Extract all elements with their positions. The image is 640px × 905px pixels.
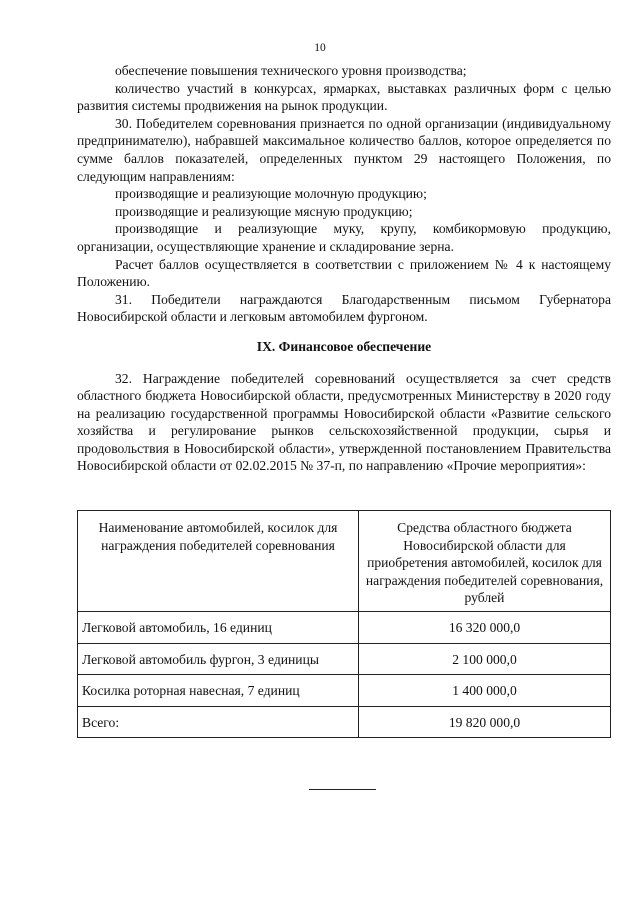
table-cell-name: Легковой автомобиль фургон, 3 единицы — [78, 643, 359, 675]
table-cell-amount: 2 100 000,0 — [359, 643, 611, 675]
paragraph-item-32: 32. Награждение победителей соревнований осуществляется за счет средств областного бюджета Новосибирской области, предусмотренных Министерству в 2020 году на реализацию государственной программы Новосибирской области «Развитие сельского хозяйства и регулирование рынков сельскохозяйственной продукции, сырья и продовольствия в Новосибирской области», утвержденной постановлением Правительства Новосибирской области от 02.02.2015 № 37-п, по направлению «Прочие мероприятия»: — [77, 370, 611, 474]
section-heading: IX. Финансовое обеспечение — [256, 338, 432, 354]
paragraph-item-30: 30. Победителем соревнования признается по одной организации (индивидуальному предпринимателю), набравшей максимальное количество баллов, которое определяется по сумме баллов показателей, определенных пунктом 29 настоящего Положения, по следующим направлениям: — [77, 115, 611, 184]
table-header-name: Наименование автомобилей, косилок для награждения победителей соревнования — [78, 511, 359, 612]
table-cell-name: Косилка роторная навесная, 7 единиц — [78, 675, 359, 707]
table-row — [78, 611, 611, 643]
paragraph: Расчет баллов осуществляется в соответствии с приложением № 4 к настоящему Положению. — [77, 256, 611, 290]
paragraph-item-31: 31. Победители награждаются Благодарственным письмом Губернатора Новосибирской области и легковым автомобилем фургоном. — [77, 291, 611, 325]
document-body — [77, 62, 611, 475]
end-of-document-line — [309, 789, 376, 790]
table-cell-amount: 1 400 000,0 — [359, 675, 611, 707]
page-number: 10 — [314, 42, 326, 54]
table-cell-amount: 16 320 000,0 — [359, 611, 611, 643]
table-total-row — [78, 706, 611, 738]
paragraph: производящие и реализующие мясную продукцию; — [115, 203, 413, 219]
table-row — [78, 675, 611, 707]
table-cell-name: Легковой автомобиль, 16 единиц — [78, 611, 359, 643]
paragraph: производящие и реализующие муку, крупу, комбикормовую продукцию, организации, осуществляющие хранение и складирование зерна. — [77, 221, 611, 254]
paragraph: обеспечение повышения технического уровня производства; — [115, 63, 467, 78]
paragraph: производящие и реализующие молочную продукцию; — [115, 186, 427, 202]
financing-table — [77, 510, 611, 738]
paragraph: количество участий в конкурсах, ярмарках, выставках различных форм с целью развития системы продвижения на рынок продукции. — [77, 80, 611, 114]
table-row — [78, 643, 611, 675]
table-header-amount: Средства областного бюджета Новосибирской области для приобретения автомобилей, косилок для награждения победителей соревнования, рублей — [359, 511, 611, 612]
table-cell-name: Всего: — [78, 706, 359, 738]
table-header-row — [78, 511, 611, 612]
table-cell-amount: 19 820 000,0 — [359, 706, 611, 738]
